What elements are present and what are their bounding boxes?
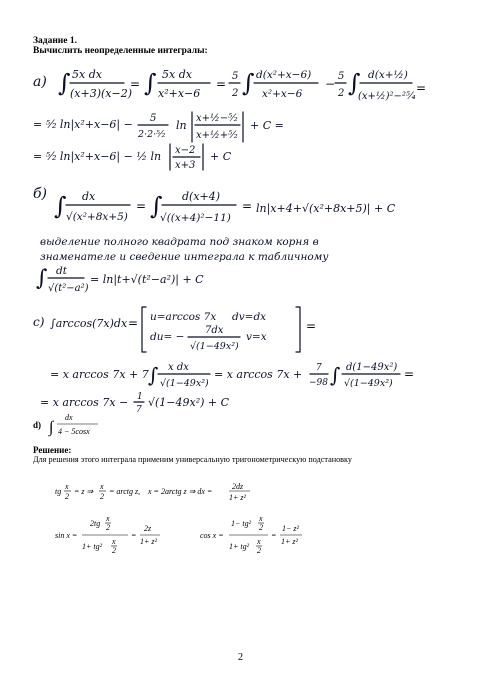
- cos-formula: [200, 514, 302, 555]
- svg-text:dt: dt: [56, 265, 67, 277]
- svg-text:= z ⇒: = z ⇒: [74, 487, 94, 496]
- svg-text:(x+3)(x−2): (x+3)(x−2): [70, 87, 133, 100]
- task-title: Задание 1.: [33, 36, 77, 46]
- svg-text:+ C =: + C =: [250, 119, 284, 132]
- svg-text:ln: ln: [176, 119, 187, 132]
- svg-text:x²+x−6: x²+x−6: [262, 88, 303, 100]
- svg-text:= x arccos 7x +: = x arccos 7x +: [214, 368, 303, 381]
- svg-text:∫: ∫: [54, 192, 67, 220]
- svg-text:−98: −98: [309, 378, 328, 388]
- svg-text:cos x =: cos x =: [200, 531, 224, 540]
- svg-text:1+ z²: 1+ z²: [281, 537, 298, 546]
- svg-text:=: =: [404, 367, 415, 381]
- svg-text:dx: dx: [82, 190, 96, 203]
- svg-text:=: =: [130, 77, 141, 91]
- svg-text:1− z²: 1− z²: [282, 524, 299, 533]
- svg-text:sin x =: sin x =: [55, 531, 78, 540]
- svg-text:2: 2: [232, 88, 239, 99]
- svg-text:x: x: [65, 482, 69, 491]
- svg-text:√(1−49x²): √(1−49x²): [190, 341, 239, 352]
- svg-text:=: =: [128, 316, 139, 330]
- part-b-note-2: знаменателе и сведение интеграла к табличному: [40, 251, 329, 263]
- svg-text:d(x+4): d(x+4): [182, 190, 221, 203]
- svg-text:=: =: [216, 77, 227, 91]
- svg-text:∫: ∫: [150, 192, 163, 220]
- solution-label: Решение:: [33, 445, 72, 455]
- svg-text:5: 5: [150, 113, 157, 124]
- svg-text:x dx: x dx: [168, 362, 189, 373]
- part-d-label: d): [33, 420, 42, 430]
- svg-text:√(1−49x²): √(1−49x²): [160, 378, 209, 389]
- sin-formula: [55, 514, 160, 555]
- svg-text:∫: ∫: [330, 363, 341, 387]
- svg-text:∫: ∫: [49, 419, 54, 436]
- svg-text:x−2: x−2: [175, 145, 196, 156]
- svg-text:+ C: + C: [210, 150, 232, 163]
- svg-text:7: 7: [316, 363, 322, 373]
- svg-text:= x arccos 7x −: = x arccos 7x −: [40, 396, 129, 409]
- svg-text:=: =: [136, 199, 147, 213]
- svg-text:1+ tg²: 1+ tg²: [229, 542, 250, 551]
- svg-text:√(1−49x²): √(1−49x²): [344, 378, 393, 389]
- svg-text:1: 1: [137, 392, 143, 402]
- svg-text:v=x: v=x: [246, 331, 267, 343]
- svg-text:1+ z²: 1+ z²: [140, 537, 157, 546]
- svg-text:x+3: x+3: [175, 160, 196, 171]
- svg-text:dv=dx: dv=dx: [232, 311, 267, 323]
- svg-text:ln|x+4+√(x²+8x+5)| + C: ln|x+4+√(x²+8x+5)| + C: [256, 202, 396, 215]
- svg-text:x: x: [259, 514, 263, 523]
- svg-text:x = 2arctg z ⇒ dx =: x = 2arctg z ⇒ dx =: [148, 487, 213, 496]
- svg-text:du= −: du= −: [150, 331, 185, 343]
- svg-text:d(x+½): d(x+½): [368, 69, 408, 81]
- svg-text:tg: tg: [55, 487, 62, 496]
- svg-text:2: 2: [106, 523, 110, 532]
- svg-text:x: x: [257, 537, 261, 546]
- svg-text:−: −: [325, 77, 336, 91]
- svg-text:7: 7: [136, 405, 142, 415]
- svg-text:5x dx: 5x dx: [72, 68, 102, 81]
- svg-text:2: 2: [100, 492, 104, 501]
- svg-text:x+½−⁵⁄₂: x+½−⁵⁄₂: [196, 113, 238, 124]
- svg-text:7dx: 7dx: [205, 325, 224, 336]
- svg-text:2tg: 2tg: [90, 519, 101, 528]
- svg-text:=: =: [416, 81, 427, 95]
- part-b-label: б): [33, 186, 48, 202]
- svg-text:=: =: [306, 319, 317, 333]
- svg-text:= arctg z,: = arctg z,: [109, 487, 141, 496]
- svg-text:√((x+4)²−11): √((x+4)²−11): [160, 212, 231, 224]
- svg-text:2: 2: [259, 523, 263, 532]
- svg-text:1+ tg²: 1+ tg²: [82, 542, 103, 551]
- svg-text:2: 2: [65, 492, 69, 501]
- svg-text:5: 5: [338, 71, 345, 82]
- svg-text:=: =: [242, 199, 253, 213]
- part-b-note-1: выделение полного квадрата под знаком корня в: [40, 236, 319, 248]
- svg-text:2z: 2z: [144, 524, 152, 533]
- svg-text:=: =: [131, 531, 137, 540]
- svg-text:= ⁵⁄₂ ln|x²+x−6| − ½ ln: = ⁵⁄₂ ln|x²+x−6| − ½ ln: [33, 150, 162, 163]
- solution-description: Для решения этого интеграла применим универсальную тригонометрическую подстановку: [33, 455, 353, 464]
- svg-text:2dz: 2dz: [232, 482, 244, 491]
- svg-text:∫: ∫: [148, 363, 159, 387]
- part-d-numerator: dx: [65, 413, 73, 422]
- part-d-denominator: 4 − 5cosx: [58, 427, 90, 436]
- svg-text:∫: ∫: [58, 69, 71, 97]
- svg-text:u=arccos 7x: u=arccos 7x: [150, 311, 217, 323]
- svg-text:2: 2: [338, 88, 345, 99]
- svg-text:(x+½)²−²⁵⁄₄: (x+½)²−²⁵⁄₄: [358, 91, 416, 102]
- svg-text:5x dx: 5x dx: [162, 68, 192, 81]
- svg-text:2: 2: [112, 546, 116, 555]
- svg-text:1− tg²: 1− tg²: [231, 519, 252, 528]
- svg-text:d(x²+x−6): d(x²+x−6): [256, 69, 312, 81]
- svg-text:x: x: [112, 537, 116, 546]
- svg-text:√(t²−a²): √(t²−a²): [48, 283, 89, 294]
- svg-text:∫: ∫: [144, 69, 157, 97]
- part-c-label: c): [33, 315, 45, 329]
- svg-text:∫: ∫: [242, 69, 255, 97]
- svg-text:2·2·⁵⁄₂: 2·2·⁵⁄₂: [138, 129, 166, 140]
- svg-text:x: x: [100, 482, 104, 491]
- svg-text:5: 5: [232, 71, 239, 82]
- svg-text:= ⁵⁄₂ ln|x²+x−6| −: = ⁵⁄₂ ln|x²+x−6| −: [33, 118, 133, 131]
- page-number: 2: [238, 652, 243, 663]
- svg-text:=: =: [271, 531, 277, 540]
- svg-text:x+½+⁵⁄₂: x+½+⁵⁄₂: [196, 130, 238, 141]
- svg-text:= ln|t+√(t²−a²)| + C: = ln|t+√(t²−a²)| + C: [90, 273, 204, 286]
- svg-text:√(x²+8x+5): √(x²+8x+5): [66, 211, 128, 223]
- svg-text:∫arccos(7x)dx: ∫arccos(7x)dx: [50, 317, 128, 330]
- svg-text:x²+x−6: x²+x−6: [158, 87, 201, 100]
- svg-text:∫: ∫: [348, 69, 361, 97]
- task-instruction: Вычислить неопределенные интегралы:: [33, 46, 208, 56]
- part-a-label: a): [33, 74, 47, 90]
- svg-text:= x arccos 7x + 7: = x arccos 7x + 7: [50, 368, 149, 381]
- svg-text:∫: ∫: [36, 266, 48, 291]
- svg-text:√(1−49x²) + C: √(1−49x²) + C: [148, 396, 230, 409]
- substitution-line: [55, 482, 250, 502]
- svg-text:x: x: [106, 514, 110, 523]
- svg-text:2: 2: [257, 546, 261, 555]
- svg-text:1+ z²: 1+ z²: [229, 493, 246, 502]
- svg-text:d(1−49x²): d(1−49x²): [346, 362, 398, 373]
